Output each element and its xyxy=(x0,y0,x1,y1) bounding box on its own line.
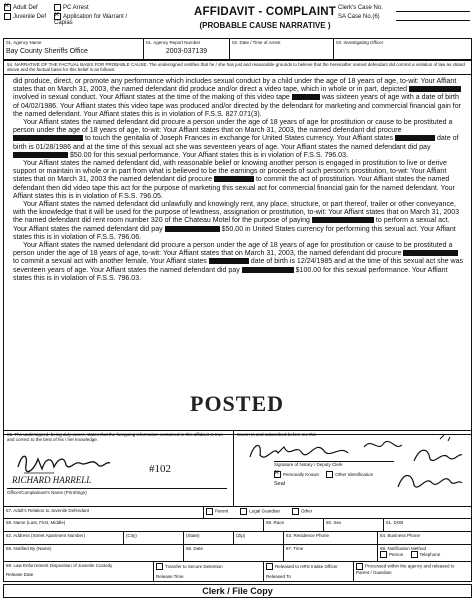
hrs-intake-checkbox[interactable]: Released to HRS Intake Officer xyxy=(266,564,338,569)
checkbox-mark xyxy=(380,551,387,558)
narrative-text: date of birth is 01/28/1986 and at the time of this sexual act she was seventeen years of age. Your Affiant states the named defendant did pay xyxy=(13,135,459,151)
address-row xyxy=(3,532,472,545)
narrative-paragraph xyxy=(13,242,465,283)
personally-known-checkbox[interactable]: ×Personally Known xyxy=(274,472,319,477)
sworn-label: Sworn to and subscribed before me this xyxy=(237,432,317,437)
redaction-bar xyxy=(13,135,83,141)
complainant-signature-block xyxy=(4,431,234,506)
complainant-signature xyxy=(14,447,114,477)
redaction-bar xyxy=(242,267,294,273)
investigating-officer-label: 03. Investigating Officer xyxy=(336,40,384,45)
checkbox-mark xyxy=(156,563,163,570)
agency-row xyxy=(3,38,472,60)
checkbox-mark xyxy=(326,471,333,478)
telephone-checkbox[interactable]: Telephone xyxy=(411,552,441,557)
clerk-case-label: Clerk's Case No. xyxy=(338,5,383,11)
guardian-name-row xyxy=(3,519,472,532)
narrative-text: Your Affiant states the named defendant did procure a person under the age of 18 years of age for prostitution or cause to be prostituted a person under the age of 18 years of age, to-wit: Your Affiant states that on March 31, 2003, the named defendant did procure xyxy=(13,242,453,258)
race-field[interactable]: 59. Race xyxy=(264,519,324,531)
redaction-bar xyxy=(209,258,249,264)
narrative-body xyxy=(4,75,471,283)
checkbox-mark xyxy=(411,551,418,558)
notification-date-field[interactable]: 66. Date xyxy=(184,545,284,561)
narrative-paragraph xyxy=(13,160,465,201)
copy-designation: Clerk / File Copy xyxy=(3,584,472,598)
relation-label: 57. Adult's Relation to Juvenile Defendant xyxy=(4,507,204,518)
narrative-text: involved in sexual conduct. Your Affiant states at the time of the making of this video tape xyxy=(13,94,292,102)
narrative-text: did produce, direct, or promote any performance which includes sexual conduct by a child under the age of 18 years of age, to-wit: Your Affiant states that on March 31, 2003, the named defendant did produce and/or direct a video tape, which in whole or in part, depicted xyxy=(13,78,457,94)
narrative-text: date of birth is 12/24/1985 and at the time of this sexual act she was seventeen years of age. Your Affiant states the named defendant did pay xyxy=(13,258,464,274)
narrative-text: $100.00 for this sexual performance. Your Affiant states this is in violation of F.S.S. 796.03. xyxy=(13,266,448,282)
page-subtitle: (PROBABLE CAUSE NARRATIVE ) xyxy=(199,21,331,30)
complainant-printed-name: RICHARD HARRELL xyxy=(12,475,92,485)
adult-def-checkbox[interactable]: ×Adult Def xyxy=(4,4,54,13)
redaction-bar xyxy=(214,176,254,182)
narrative-heading: 54. NARRATIVE OF THE FACTUAL BASIS FOR PROBABLE CAUSE. The undersigned certifies that he / she has just and reasonable grounds to believe that the hereinafter named defendant did commit a violation of law as stated above and the factual basis for this belief is as follows: xyxy=(4,61,471,75)
narrative-section xyxy=(3,60,472,435)
checkbox-mark xyxy=(206,508,213,515)
redaction-bar xyxy=(409,86,461,92)
city-field[interactable]: (City) xyxy=(124,532,184,544)
released-to-label[interactable]: Released To xyxy=(266,574,291,579)
narrative-text: Your Affiant states the named defendant did unlawfully and knowingly rent, any place, structure, or part thereof, trailer or other conveyance, with the knowledge that it will be used for the purpose of lewdness, assignation or prostitution, to-wit: Your Affiant states that on March 31, 2003 the named defendant did rent room number 320 of the Chateau Motel for the purpose of paying xyxy=(13,201,460,225)
legal-guardian-checkbox[interactable]: Legal Guardian xyxy=(240,508,280,517)
defendant-type-checkboxes xyxy=(4,4,174,42)
sa-case-field[interactable] xyxy=(396,13,470,21)
narrative-paragraph xyxy=(13,201,465,242)
agency-name-cell xyxy=(4,39,144,59)
person-checkbox[interactable]: Person xyxy=(380,552,403,557)
narrative-text: to commit the act of prostitution. Your Affiant states the named defendant then did video tape this act for the purpose of marketing this sexual act for commercial financial gain for the named defendant. Your Affiant states this is in violation of F.S.S. 796.05. xyxy=(13,176,455,200)
hrs-intake-option xyxy=(264,562,354,581)
other-identification-checkbox[interactable]: Other Identification xyxy=(326,472,373,477)
sa-case-label: SA Case No.(6) xyxy=(338,14,380,20)
badge-number: #102 xyxy=(149,463,171,475)
narrative-text: Your Affiant states the named defendant did, with reasonable belief or knowing another person is engaged in prostitution to live or derive support or maintain in whole or in part from what is believed to be the earnings or proceeds of such person's prostitution, to-wit: Your Affiant states that on March 31, 2003 the named defendant did procure xyxy=(13,160,447,184)
redaction-bar xyxy=(403,250,458,256)
notification-method xyxy=(378,545,471,561)
guardian-name-field[interactable]: 58. Name (Last, First, Middle) xyxy=(4,519,264,531)
notification-time-field[interactable]: 67. Time xyxy=(284,545,378,561)
business-phone-field[interactable]: 64. Business Phone xyxy=(380,533,421,538)
narrative-paragraph xyxy=(13,78,465,119)
zip-field[interactable]: (Zip) xyxy=(234,532,284,544)
report-number-cell xyxy=(144,39,230,59)
disposition-cell xyxy=(4,562,154,581)
deputy-clerk-signature xyxy=(394,465,464,499)
notification-method-label: 68. Notification Method xyxy=(380,546,427,551)
notification-row xyxy=(3,545,472,562)
juvenile-relation-row xyxy=(3,507,472,519)
oath-statement: 55. The undersigned, being duly sworn, states that the foregoing information contained in this affidavit is true and correct to the best of his / her knowledge. xyxy=(7,432,223,442)
juvenile-def-checkbox[interactable]: Juvenile Def xyxy=(4,13,54,26)
notary-block xyxy=(234,431,471,506)
other-relation-checkbox[interactable]: Other xyxy=(292,508,312,517)
report-number-value[interactable]: 2003-037139 xyxy=(165,48,208,55)
checkbox-mark xyxy=(356,563,363,570)
release-date-label[interactable]: Release Date xyxy=(6,572,34,577)
signature-section xyxy=(3,430,472,507)
narrative-text: to touch the genitalia of Joseph Frances in exchange for United States currency. Your Affiant states xyxy=(84,135,395,143)
redaction-bar xyxy=(165,226,220,232)
arrest-date-label: 02. Date / Time of Arrest xyxy=(232,40,281,45)
pc-arrest-checkbox[interactable]: PC Arrest xyxy=(54,4,104,13)
parent-checkbox[interactable]: Parent xyxy=(206,508,228,517)
narrative-text: $50.00 in United States currency for performing this sexual act. Your Affiant states this is in violation of F.S.S. 796.06. xyxy=(13,225,456,241)
narrative-text: Your Affiant states the named defendant did procure a person under the age of 18 years of age for prostitution or cause to be prostituted a person under the age of 18 years of age, to-wit: Your Affiant states that on March 31, 2003, the named defendant did procure xyxy=(13,119,453,135)
agency-name-value[interactable]: Bay County Sheriffs Office xyxy=(6,48,88,55)
disposition-label: 69. Law Enforcement Disposition of Juvenile Custody xyxy=(6,563,113,568)
notary-signature-label: Signature of Notary / Deputy Clerk xyxy=(274,461,394,467)
release-time-label[interactable]: Release Time xyxy=(156,574,184,579)
sex-field[interactable]: 60. Sex xyxy=(324,519,384,531)
dob-field[interactable]: 61. DOB xyxy=(386,520,404,525)
report-number-label: 01. Agency Report Number xyxy=(146,40,201,45)
narrative-text: to commit a sexual act with another female. Your Affiant states xyxy=(13,258,209,266)
warrant-application-checkbox[interactable]: × Application for Warrant / Capias xyxy=(54,13,144,26)
secure-detention-checkbox[interactable]: Transfer to Secure Detention xyxy=(156,564,223,569)
checkbox-mark xyxy=(266,563,273,570)
checkbox-mark xyxy=(292,508,299,515)
seal-label: Seal xyxy=(274,481,286,487)
disposition-row xyxy=(3,562,472,582)
arrest-date-cell xyxy=(230,39,334,59)
officer-signature-label: Officer/Complainant's Name (Print/Sign) xyxy=(7,488,227,495)
checkbox-mark xyxy=(240,508,247,515)
narrative-text: $50.00 for this sexual performance. Your Affiant states this is in violation of F.S.S. 796.03. xyxy=(69,151,348,159)
checkbox-mark xyxy=(4,13,11,20)
redaction-bar xyxy=(292,94,320,100)
redaction-bar xyxy=(312,217,374,223)
state-field[interactable]: (State) xyxy=(184,532,234,544)
processed-released-option[interactable]: Processed within the agency and released to Parent / Guardian xyxy=(356,563,455,575)
secure-detention-option xyxy=(154,562,264,581)
address-field[interactable]: 62. Address (Street Apartment Number) xyxy=(4,532,124,544)
redaction-bar xyxy=(395,135,435,141)
redaction-bar xyxy=(13,152,68,158)
checkbox-mark xyxy=(54,13,61,20)
notified-by-field[interactable]: 65. Notified By (Name) xyxy=(4,545,184,561)
posted-stamp: POSTED xyxy=(190,391,285,416)
agency-name-label: 01. Agency Name xyxy=(6,40,42,45)
page-title: AFFIDAVIT - COMPLAINT xyxy=(194,6,336,18)
checkbox-mark xyxy=(274,471,281,478)
identification-options xyxy=(274,471,373,478)
narrative-paragraph xyxy=(13,119,465,160)
clerk-case-field[interactable] xyxy=(396,4,470,12)
checkbox-mark xyxy=(4,4,11,11)
residence-phone-field[interactable]: 63. Residence Phone xyxy=(284,532,378,544)
investigating-officer-cell xyxy=(334,39,471,59)
narrative-text: was sixteen years of age with a date of birth of 04/02/1986. Your Affiant states this video tape was produced and/or directed by the defendant for marketing and commercial financial gain for the named defendant. Your Affiant states this is in violation of F.S.S. 827.071(3). xyxy=(13,94,462,118)
case-number-fields xyxy=(338,4,470,22)
relation-options xyxy=(204,507,471,518)
narrative-text: to perform a sexual act. Your Affiant states the named defendant did pay xyxy=(13,217,450,233)
